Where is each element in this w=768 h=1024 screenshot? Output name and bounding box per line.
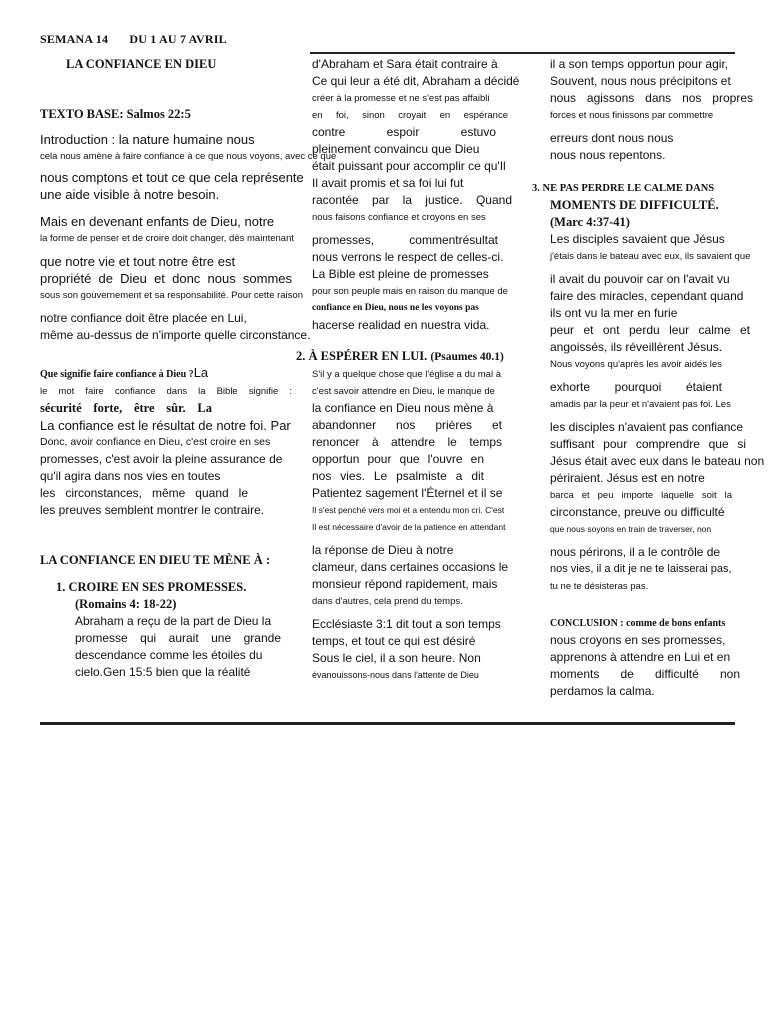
text-line: abandonner nos prières et [312, 418, 502, 432]
text-line: barca et peu importe laquelle soit la [550, 490, 732, 501]
column-1 [40, 56, 337, 681]
text-line: Sous le ciel, il a son heure. Non [312, 651, 481, 665]
date-range: DU 1 AU 7 AVRIL [129, 32, 227, 46]
text-line: opportun pour que l'ouvre en [312, 452, 484, 466]
text-line: circonstance, preuve ou difficulté [550, 505, 725, 519]
text-line: apprenons à attendre en Lui et en [550, 650, 731, 664]
document-title: LA CONFIANCE EN DIEU [66, 57, 217, 71]
paragraph-children [40, 213, 311, 344]
text-line: cielo.Gen 15:5 bien que la réalité [75, 665, 251, 679]
top-divider [310, 52, 735, 54]
text-line: périraient. Jésus est en notre [550, 471, 705, 485]
text-line: il a son temps opportun pour agir, [550, 57, 729, 71]
text-line: Donc, avoir confiance en Dieu, c'est croire en ses [40, 436, 271, 448]
point-1-reference: (Romains 4: 18-22) [75, 597, 177, 611]
text-line: Il s'est penché vers moi et a entendu mon cri. C'est [312, 505, 505, 515]
text-line: Ecclésiaste 3:1 dit tout a son temps [312, 617, 501, 631]
text-line: nous nous repentons. [550, 148, 666, 162]
text-line: hacerse realidad en nuestra vida. [312, 318, 490, 332]
text-line: nous croyons en ses promesses, [550, 633, 726, 647]
intro-paragraph [40, 131, 337, 203]
question-heading: Que signifie faire confiance à Dieu ? [40, 369, 194, 380]
text-line: pleinement convaincu que Dieu [312, 142, 480, 156]
text-line: nos vies. Le psalmiste a dit [312, 469, 484, 483]
text-line: Abraham a reçu de la part de Dieu la [75, 614, 272, 628]
text-line: angoissés, ils réveillèrent Jésus. [550, 340, 723, 354]
bottom-divider [40, 722, 735, 725]
text-line: sous son gouvernement et sa responsabilité. Pour cette raison [40, 290, 303, 301]
point-2 [296, 348, 524, 684]
text-line: erreurs dont nous nous [550, 131, 674, 145]
text-line: nous comptons et tout ce que cela représente [40, 170, 304, 185]
text-line: était puissant pour accomplir ce qu'Il [312, 159, 506, 173]
text-line: Il avait promis et sa foi lui fut [312, 176, 464, 190]
point-3-reference: (Marc 4:37-41) [550, 215, 630, 229]
text-line: en foi, sinon croyait en espérance [312, 110, 508, 121]
text-line: les circonstances, même quand le [40, 486, 248, 500]
text-line: moments de difficulté non [550, 667, 740, 681]
text-line: la confiance en Dieu nous mène à [312, 401, 494, 415]
text-line: Ce qui leur a été dit, Abraham a décidé [312, 74, 520, 88]
text-line: même au-dessus de n'importe quelle circonstance. [40, 328, 311, 342]
text-line: peur et ont perdu leur calme et [550, 323, 750, 337]
text-line: les preuves semblent montrer le contraire. [40, 503, 265, 517]
text-line: sécurité forte, être sûr. La [40, 401, 212, 415]
text-line: confiance en Dieu, nous ne les voyons pas [312, 303, 479, 313]
text-line: dans d'autres, cela prend du temps. [312, 596, 463, 607]
text-line: La Bible est pleine de promesses [312, 267, 489, 281]
text-line: d'Abraham et Sara était contraire à [312, 57, 498, 71]
text-line: il avait du pouvoir car on l'avait vu [550, 272, 730, 286]
text-line: Nous voyons qu'après les avoir aidés les [550, 359, 722, 370]
column-3 [532, 56, 765, 700]
text-line: promesses, c'est avoir la pleine assurance de [40, 452, 283, 466]
text-line: perdamos la calma. [550, 684, 655, 698]
text-line: Introduction : la nature humaine nous [40, 132, 255, 147]
text-line: les disciples n'avaient pas confiance [550, 420, 744, 434]
text-line: Jésus était avec eux dans le bateau non [550, 454, 765, 468]
text-line: la forme de penser et de croire doit changer, dès maintenant [40, 233, 295, 244]
text-line: amadis par la peur et n'avaient pas foi. Les [550, 399, 731, 410]
text-line: une aide visible à notre besoin. [40, 187, 220, 202]
text-line: que nous soyons en train de traverser, non [550, 524, 712, 534]
text-line: cela nous amène à faire confiance à ce que nous voyons, avec ce que [40, 151, 337, 162]
point-2-reference: (Psaumes 40.1) [430, 351, 504, 363]
text-line: la réponse de Dieu à notre [312, 543, 454, 557]
point-3 [532, 180, 765, 595]
text-line: évanouissons-nous dans l'attente de Dieu [312, 670, 479, 680]
text-line: le mot faire confiance dans la Bible signifie : [40, 386, 292, 397]
text-line: contre espoir estuvo [312, 125, 496, 139]
text-line: La confiance est le résultat de notre foi. Par [40, 418, 291, 433]
text-line: nous faisons confiance et croyons en ses [312, 212, 486, 223]
text-line: racontée par la justice. Quand [312, 193, 512, 207]
text-line: créer à la promesse et ne s'est pas affaibli [312, 93, 490, 104]
column-2 [296, 56, 524, 684]
point-3-title: 3. NE PAS PERDRE LE CALME DANS [532, 183, 715, 194]
text-line: Il est nécessaire d'avoir de la patience en attendant [312, 522, 506, 532]
text-line: j'étais dans le bateau avec eux, ils savaient que [550, 251, 751, 262]
section-heading: LA CONFIANCE EN DIEU TE MÈNE À : [40, 553, 271, 567]
text-line: descendance comme les étoiles du [75, 648, 263, 662]
conclusion [532, 615, 754, 700]
text-line: tu ne te désisteras pas. [550, 581, 649, 592]
text-line: Mais en devenant enfants de Dieu, notre [40, 214, 275, 229]
point-2-title: 2. À ESPÉRER EN LUI. [296, 349, 428, 363]
texto-base: TEXTO BASE: Salmos 22:5 [40, 107, 191, 121]
text-line: promesses, commentrésultat [312, 233, 498, 247]
text-line: nous périrons, il a le contrôle de [550, 545, 721, 559]
text-line: temps, et tout ce qui est désiré [312, 634, 476, 648]
text-line: faire des miracles, cependant quand [550, 289, 744, 303]
text-line: c'est savoir attendre en Dieu, le manque de [312, 386, 495, 397]
point-1 [40, 579, 292, 681]
text-line: nous verrons le respect de celles-ci. [312, 250, 504, 264]
text-line: Souvent, nous nous précipitons et [550, 74, 731, 88]
text-line: promesse qui aurait une grande [75, 631, 281, 645]
text-line: propriété de Dieu et donc nous sommes [40, 271, 292, 286]
text-line: exhorte pourquoi étaient [550, 380, 722, 394]
question-tail: La [193, 365, 209, 380]
text-line: notre confiance doit être placée en Lui, [40, 311, 247, 325]
text-line: forces et nous finissons par commettre [550, 110, 714, 121]
week-label: SEMANA 14 [40, 32, 109, 46]
text-line: clameur, dans certaines occasions le [312, 560, 509, 574]
text-line: Les disciples savaient que Jésus [550, 232, 725, 246]
point-3-title-cont: MOMENTS DE DIFFICULTÉ. [550, 198, 719, 212]
point-1-title: 1. CROIRE EN SES PROMESSES. [56, 580, 247, 594]
text-line: qu'il agira dans nos vies en toutes [40, 469, 221, 483]
text-line: pour son peuple mais en raison du manque de [312, 286, 508, 297]
conclusion-heading: CONCLUSION : comme de bons enfants [550, 618, 726, 629]
text-line: suffisant pour comprendre que si [550, 437, 746, 451]
text-line: nous agissons dans nos propres [550, 91, 753, 105]
question-paragraph [40, 364, 292, 519]
text-line: S'il y a quelque chose que l'église a du mal à [312, 369, 501, 380]
text-line: ils ont vu la mer en furie [550, 306, 678, 320]
text-line: Patientez sagement l'Éternel et il se [312, 486, 503, 500]
text-line: nos vies, il a dit je ne te laisserai pas, [550, 563, 732, 575]
text-line: monsieur répond rapidement, mais [312, 577, 498, 591]
text-line: renoncer à attendre le temps [312, 435, 502, 449]
page-header [40, 32, 245, 47]
text-line: que notre vie et tout notre être est [40, 254, 236, 269]
